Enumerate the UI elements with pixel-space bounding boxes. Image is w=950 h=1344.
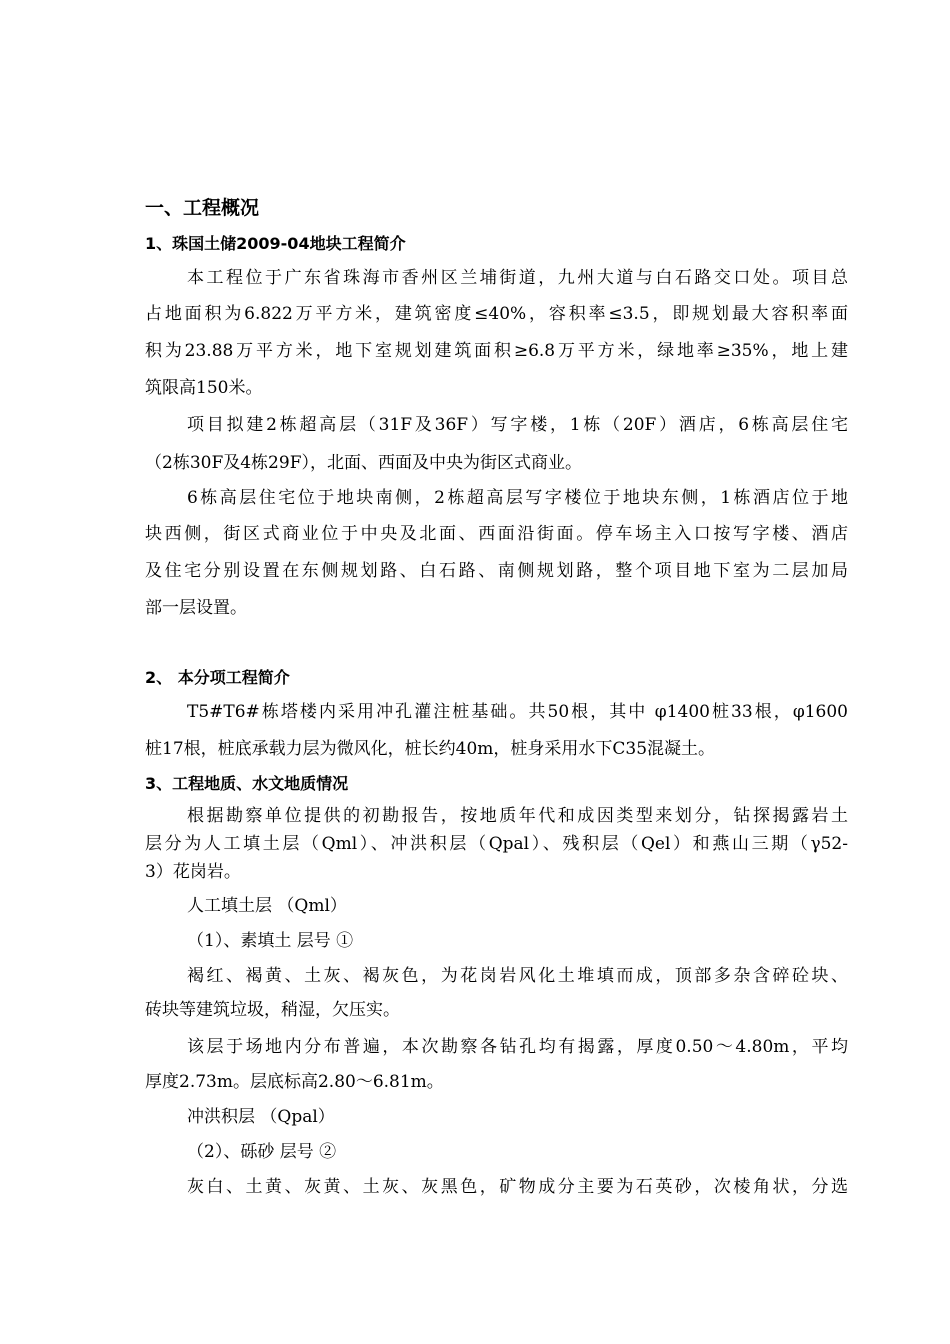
layer1-sub: （1）、素填土 层号 ① (187, 931, 354, 951)
s1-p2-line2: （2栋30F及4栋29F），北面、西面及中央为街区式商业。 (145, 453, 582, 473)
s3-p1-line2: 层分为人工填土层（Qml）、冲洪积层（Qpal）、残积层（Qel）和燕山三期（γ52- (145, 834, 848, 854)
main-heading: 一、工程概况 (145, 197, 260, 219)
s1-p1-line2: 占地面积为6.822万平方米，建筑密度≤40%，容积率≤3.5，即规划最大容积率面 (145, 304, 848, 324)
s1-p1-line4: 筑限高150米。 (145, 378, 263, 398)
s3-p1-line3: 3）花岗岩。 (145, 862, 241, 882)
s3-p2-line2: 砖块等建筑垃圾，稍湿，欠压实。 (145, 1000, 400, 1020)
s1-p1-line1: 本工程位于广东省珠海市香州区兰埔街道，九州大道与白石路交口处。项目总 (187, 268, 848, 288)
s3-p2-line1: 褐红、褐黄、土灰、褐灰色，为花岗岩风化土堆填而成，顶部多杂含碎砼块、 (187, 966, 848, 986)
s2-p1-line1: T5#T6#栋塔楼内采用冲孔灌注桩基础。共50根，其中 φ1400桩33根，φ1600 (187, 702, 848, 722)
section1-title: 1、珠国土储2009-04地块工程简介 (145, 234, 406, 253)
layer2-sub: （2）、砾砂 层号 ② (187, 1142, 337, 1162)
layer2-title: 冲洪积层 （Qpal） (187, 1107, 335, 1127)
s1-p3-line4: 部一层设置。 (145, 598, 247, 618)
section3-title: 3、工程地质、水文地质情况 (145, 774, 349, 793)
s3-p3-line1: 该层于场地内分布普遍，本次勘察各钻孔均有揭露，厚度0.50～4.80m，平均 (187, 1037, 848, 1057)
s1-p3-line2: 块西侧，街区式商业位于中央及北面、西面沿街面。停车场主入口按写字楼、酒店 (145, 524, 848, 544)
s3-p4-line1: 灰白、土黄、灰黄、土灰、灰黑色，矿物成分主要为石英砂，次棱角状，分选 (187, 1177, 848, 1197)
s3-p1-line1: 根据勘察单位提供的初勘报告，按地质年代和成因类型来划分，钻探揭露岩土 (187, 806, 848, 826)
layer1-title: 人工填土层 （Qml） (187, 896, 347, 916)
s1-p1-line3: 积为23.88万平方米，地下室规划建筑面积≥6.8万平方米，绿地率≥35%，地上建 (145, 341, 848, 361)
s2-p1-line2: 桩17根，桩底承载力层为微风化，桩长约40m，桩身采用水下C35混凝土。 (145, 739, 716, 759)
s1-p2-line1: 项目拟建2栋超高层（31F及36F）写字楼，1栋（20F）酒店，6栋高层住宅 (187, 415, 848, 435)
s3-p3-line2: 厚度2.73m。层底标高2.80～6.81m。 (145, 1072, 444, 1092)
s1-p3-line3: 及住宅分别设置在东侧规划路、白石路、南侧规划路，整个项目地下室为二层加局 (145, 561, 848, 581)
s1-p3-line1: 6栋高层住宅位于地块南侧，2栋超高层写字楼位于地块东侧，1栋酒店位于地 (187, 488, 848, 508)
section2-title: 2、 本分项工程简介 (145, 668, 290, 687)
